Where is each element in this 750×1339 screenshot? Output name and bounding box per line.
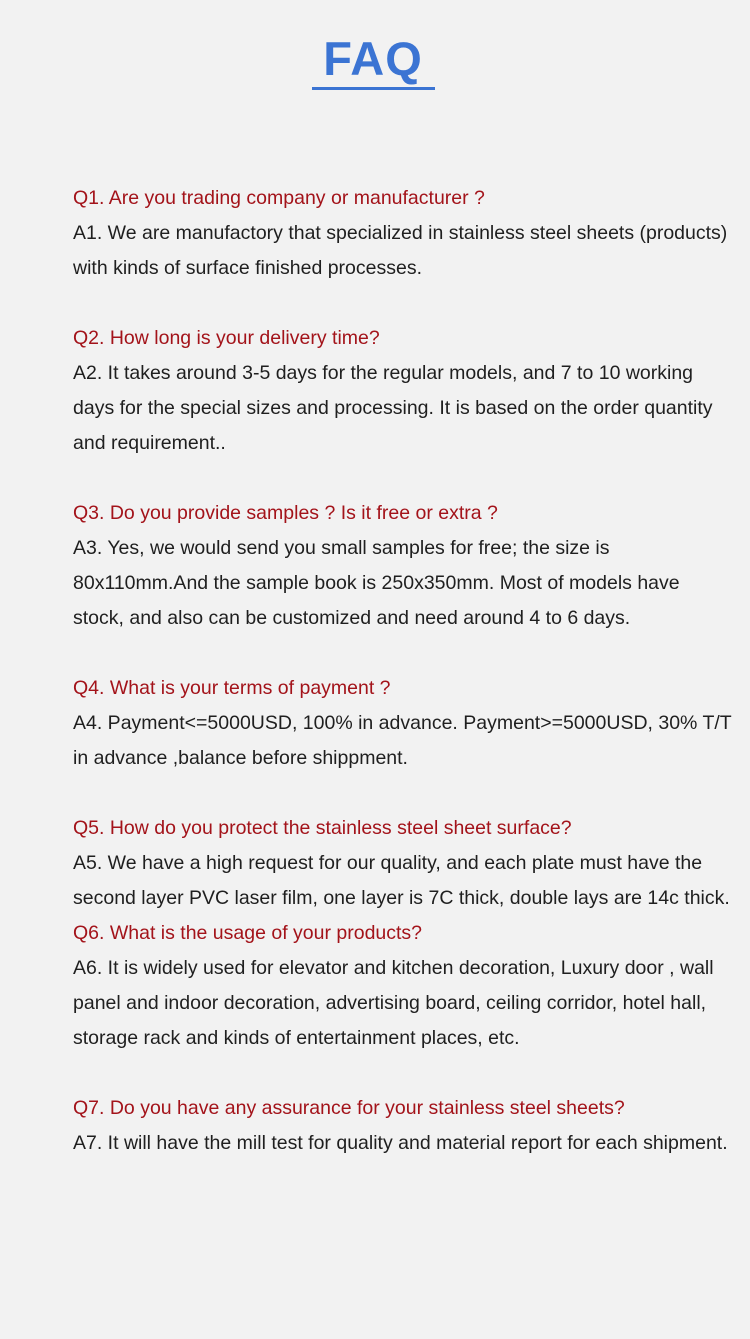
faq-answer: A3. Yes, we would send you small samples for free; the size is 80x110mm.And the sample book is 250x350mm. Most of models have stock, and also can be customized and need around 4 to 6 days. bbox=[73, 537, 680, 629]
title-underline bbox=[312, 87, 435, 90]
faq-item bbox=[73, 671, 733, 776]
faq-answer: A7. It will have the mill test for quality and material report for each shipment. bbox=[73, 1132, 728, 1154]
faq-answer: A5. We have a high request for our quality, and each plate must have the second layer PVC laser film, one layer is 7C thick, double lays are 14c thick. bbox=[73, 852, 730, 909]
faq-item bbox=[73, 916, 733, 1056]
faq-answer: A1. We are manufactory that specialized in stainless steel sheets (products) with kinds of surface finished processes. bbox=[73, 222, 728, 279]
faq-item bbox=[73, 181, 733, 286]
faq-item bbox=[73, 321, 733, 461]
page-title: FAQ bbox=[323, 32, 423, 85]
faq-answer: A4. Payment<=5000USD, 100% in advance. Payment>=5000USD, 30% T/T in advance ,balance before shippment. bbox=[73, 712, 732, 769]
faq-answer: A2. It takes around 3-5 days for the regular models, and 7 to 10 working days for the special sizes and processing. It is based on the order quantity and requirement.. bbox=[73, 362, 713, 454]
faq-answer: A6. It is widely used for elevator and kitchen decoration, Luxury door , wall panel and indoor decoration, advertising board, ceiling corridor, hotel hall, storage rack and kinds of entertainment places, etc. bbox=[73, 957, 714, 1049]
faq-question: Q6. What is the usage of your products? bbox=[73, 922, 423, 944]
faq-question: Q2. How long is your delivery time? bbox=[73, 327, 380, 349]
faq-item bbox=[73, 811, 733, 916]
faq-question: Q1. Are you trading company or manufacturer ? bbox=[73, 187, 485, 209]
faq-question: Q5. How do you protect the stainless steel sheet surface? bbox=[73, 817, 572, 839]
faq-question: Q4. What is your terms of payment ? bbox=[73, 677, 391, 699]
faq-question: Q3. Do you provide samples ? Is it free or extra ? bbox=[73, 502, 498, 524]
faq-question: Q7. Do you have any assurance for your stainless steel sheets? bbox=[73, 1097, 625, 1119]
faq-list bbox=[73, 181, 733, 1161]
page-header bbox=[0, 0, 750, 100]
faq-item bbox=[73, 496, 733, 636]
faq-item bbox=[73, 1091, 733, 1161]
